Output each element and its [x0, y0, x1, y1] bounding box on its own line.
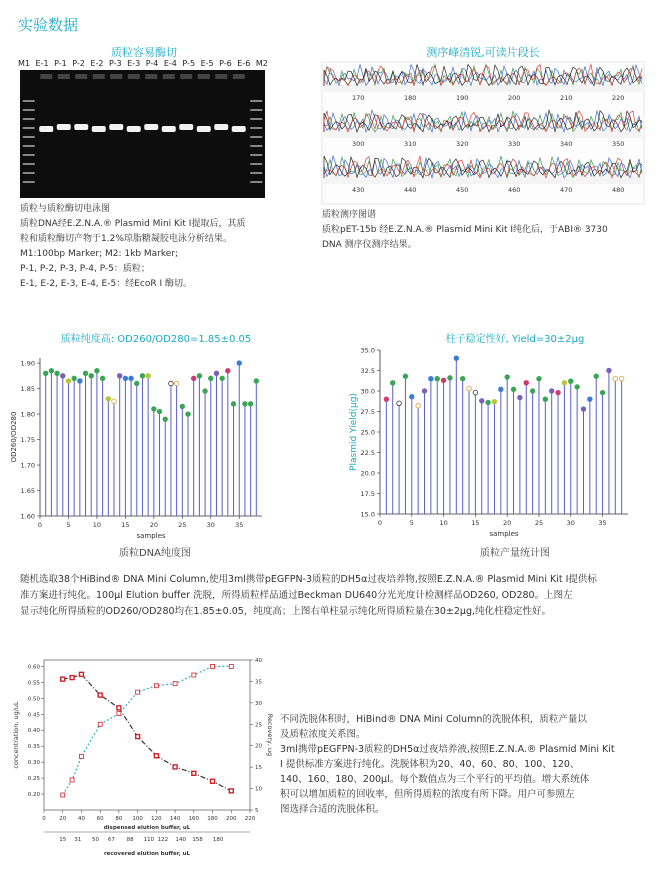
sequencing-tick-label: 170: [352, 94, 365, 102]
sequencing-title: 测序峰清锐,可读片段长: [426, 46, 540, 59]
marker-band: [250, 163, 262, 165]
gel-lane-label: P-1: [54, 59, 67, 68]
yield-chart-caption: 质粒产量统计图: [480, 548, 550, 559]
series-marker: [136, 735, 140, 739]
x-tick-label: 200: [226, 816, 237, 822]
gel-well: [58, 74, 70, 79]
data-point: [134, 381, 139, 386]
series-marker: [211, 779, 215, 783]
data-point: [537, 376, 542, 381]
series-marker: [61, 793, 65, 797]
gel-caption-line: 粒和质粒酶切产物于1.2%琼脂糖凝胶电泳分析结果。: [20, 234, 232, 244]
x-tick-label: 60: [96, 816, 104, 822]
marker-band: [23, 109, 35, 111]
gel-lane-label: E-1: [35, 59, 49, 68]
x-axis-label: samples: [136, 532, 166, 540]
x-tick-label: 30: [566, 519, 575, 527]
y-tick-label: 20.0: [360, 469, 375, 478]
data-point: [157, 409, 162, 414]
y2-tick-label: 25: [255, 722, 262, 729]
gel-well: [110, 74, 122, 79]
y-tick-label: 25.0: [360, 428, 375, 437]
series-line: [63, 674, 232, 791]
gel-lane-label: E-3: [127, 59, 141, 68]
sequencing-caption-line: DNA 测序仪测序结果。: [322, 240, 417, 250]
sequencing-tick-label: 480: [612, 186, 625, 194]
x2-tick-label: 110: [143, 837, 155, 843]
elution-paragraph-line: 及质粒浓度关系图。: [280, 729, 366, 740]
data-point: [83, 371, 88, 376]
sequencing-caption: [322, 208, 652, 253]
data-point: [416, 403, 421, 408]
middle-paragraph-line: 随机选取38个HiBind® DNA Mini Column,使用3ml携带pEGFPN-3质粒的DH5α过夜培养物,按照E.Z.N.A.® Plasmid Mini Kit I提供标: [20, 574, 597, 585]
series-marker: [136, 690, 140, 694]
y2-tick-label: 40: [255, 658, 262, 664]
data-point: [226, 368, 231, 373]
gel-caption-line: P-1, P-2, P-3, P-4, P-5：质粒；: [20, 264, 150, 274]
gel-well: [93, 74, 105, 79]
data-point: [146, 374, 151, 379]
y-tick-label: 1.65: [20, 487, 35, 496]
x-tick-label: 10: [439, 519, 448, 527]
data-point: [467, 386, 472, 391]
x2-axis-label: recovered elution buffer, uL: [103, 851, 191, 857]
sequencing-tick-label: 470: [560, 186, 573, 194]
y-tick-label: 32.5: [360, 367, 375, 375]
y-tick-label: 30.0: [360, 387, 375, 396]
data-point: [220, 376, 225, 381]
x2-tick-label: 180: [212, 837, 224, 843]
data-point: [95, 368, 100, 373]
sequencing-tick-label: 180: [404, 94, 417, 102]
data-point: [72, 376, 77, 381]
gel-well: [180, 74, 192, 79]
plasmid-band: [144, 124, 158, 130]
y-tick-label: 1.80: [20, 410, 35, 419]
x-tick-label: 35: [235, 521, 244, 529]
x-tick-label: 15: [471, 519, 480, 527]
base-call-strip: [324, 176, 642, 184]
series-marker: [70, 778, 74, 782]
data-point: [197, 374, 202, 379]
y-tick-label: 1.70: [20, 461, 35, 470]
y2-tick-label: 35: [255, 679, 262, 686]
marker-band: [23, 136, 35, 138]
marker-band: [23, 145, 35, 147]
x-tick-label: 40: [77, 816, 85, 822]
plasmid-band: [214, 124, 228, 130]
data-point: [486, 400, 491, 405]
series-marker: [117, 712, 121, 716]
x-tick-label: 5: [66, 521, 71, 529]
series-marker: [192, 673, 196, 677]
x-tick-label: 30: [206, 521, 215, 529]
x2-tick-label: 31: [74, 837, 82, 843]
data-point: [248, 402, 253, 407]
sequencing-tick-label: 220: [612, 94, 625, 102]
gel-well: [163, 74, 175, 79]
y-tick-label: 0.55: [27, 680, 40, 687]
gel-caption: [20, 202, 280, 292]
data-point: [594, 374, 599, 379]
data-point: [55, 371, 60, 376]
marker-band: [250, 136, 262, 138]
data-point: [390, 381, 395, 386]
y-tick-label: 0.45: [27, 712, 40, 719]
gel-lane-label: E-6: [237, 59, 251, 68]
data-point: [231, 402, 236, 407]
data-point: [607, 368, 612, 373]
marker-band: [250, 181, 262, 183]
sequencing-tick-label: 340: [560, 140, 573, 148]
x2-tick-label: 50: [92, 837, 99, 843]
data-point: [123, 376, 128, 381]
marker-band: [23, 154, 35, 156]
gel-lane-label: M1: [18, 59, 30, 68]
data-point: [100, 376, 105, 381]
marker-band: [23, 118, 35, 120]
sequencing-tick-label: 440: [404, 186, 417, 194]
gel-lane-label: P-5: [182, 59, 196, 68]
gel-lane-label: P-2: [72, 59, 85, 68]
data-point: [473, 390, 478, 395]
data-point: [600, 390, 605, 395]
gel-lane-label: M2: [255, 59, 268, 68]
gel-lane-label: E-4: [163, 59, 177, 68]
y-axis-label: concentration, ug/uL: [12, 701, 20, 769]
data-point: [581, 407, 586, 412]
x-tick-label: 0: [42, 816, 46, 822]
gel-well: [233, 74, 245, 79]
series-marker: [79, 672, 83, 676]
data-point: [106, 396, 111, 401]
series-marker: [192, 771, 196, 775]
base-call-strip: [324, 130, 642, 138]
plot-frame: [44, 660, 250, 810]
data-point: [180, 404, 185, 409]
data-point: [112, 399, 117, 404]
series-marker: [61, 677, 65, 681]
gel-well: [75, 74, 87, 79]
data-point: [174, 381, 179, 386]
sequencing-tick-label: 330: [508, 140, 521, 148]
x-tick-label: 0: [37, 521, 43, 529]
data-point: [203, 389, 208, 394]
data-point: [530, 389, 535, 394]
gel-well: [198, 74, 210, 79]
y-tick-label: 1.90: [20, 359, 35, 368]
data-point: [505, 375, 510, 380]
sequencing-tick-label: 210: [560, 94, 573, 102]
plasmid-band: [74, 124, 88, 130]
x-tick-label: 100: [132, 816, 143, 822]
data-point: [429, 376, 434, 381]
sequencing-tick-label: 450: [456, 186, 469, 194]
x2-tick-label: 15: [59, 837, 67, 843]
data-point: [499, 387, 504, 392]
gel-lane-label: E-5: [200, 59, 214, 68]
x-tick-label: 220: [244, 816, 256, 822]
marker-band: [23, 100, 35, 102]
gel-well: [40, 74, 52, 79]
y-tick-label: 1.60: [20, 512, 35, 521]
gel-well: [128, 74, 140, 79]
sequencing-caption-line: 质粒测序图谱: [322, 210, 377, 220]
data-point: [511, 387, 516, 392]
series-marker: [211, 664, 215, 668]
y-tick-label: 0.25: [27, 776, 40, 783]
series-marker: [154, 754, 158, 758]
y2-tick-label: 15: [255, 765, 262, 772]
gel-caption-line: 质粒与质粒酶切电泳图: [20, 204, 111, 214]
gel-lane-label: E-2: [90, 59, 104, 68]
purity-chart: [6, 328, 326, 544]
sequencing-tick-label: 350: [612, 140, 625, 148]
purity-chart-caption: 质粒DNA纯度图: [118, 548, 192, 559]
data-point: [422, 389, 427, 394]
data-point: [186, 412, 191, 417]
marker-band: [23, 127, 35, 129]
y-tick-label: 1.85: [20, 385, 35, 394]
data-point: [169, 381, 174, 386]
x-tick-label: 10: [92, 521, 102, 529]
data-point: [556, 390, 561, 395]
y-tick-label: 35.0: [360, 346, 375, 355]
data-point: [524, 381, 529, 386]
marker-band: [23, 181, 35, 183]
y-tick-label: 0.30: [27, 760, 40, 767]
y-axis-label: Plasmid Yield(μg): [349, 393, 359, 471]
elution-chart: [6, 650, 272, 868]
elution-paragraph-line: 140、160、180、200μl。每个数值点为三个平行的平均值。增大系统体: [280, 774, 590, 785]
data-point: [117, 374, 122, 379]
series-marker: [229, 789, 233, 793]
y-tick-label: 0.20: [27, 792, 40, 799]
gel-lane-label: P-3: [108, 59, 122, 68]
x-tick-label: 20: [149, 521, 158, 529]
series-marker: [70, 676, 74, 680]
x-tick-label: 25: [534, 519, 544, 527]
sequencing-tick-label: 200: [508, 94, 521, 102]
x-tick-label: 160: [188, 816, 200, 822]
data-point: [140, 374, 145, 379]
gel-caption-line: 质粒DNA经E.Z.N.A.® Plasmid Mini Kit I提取后，其质: [20, 219, 246, 229]
x2-tick-label: 140: [175, 837, 186, 843]
middle-paragraph-line: 显示纯化所得质粒的OD260/OD280均在1.85±0.05，纯度高；上图右单柱显示纯化所得质粒量在30±2μg,纯化柱稳定性好。: [20, 606, 552, 617]
y-tick-label: 22.5: [360, 449, 375, 457]
plasmid-band: [57, 124, 71, 130]
data-point: [588, 397, 593, 402]
sequencing-tick-label: 430: [352, 186, 365, 194]
marker-band: [250, 100, 262, 102]
gel-lane-labels: [18, 59, 268, 68]
data-point: [619, 376, 624, 381]
page-heading: 实验数据: [18, 16, 79, 34]
marker-band: [250, 154, 262, 156]
data-point: [543, 397, 548, 402]
gel-caption-line: M1:100bp Marker; M2: 1kb Marker;: [20, 249, 179, 259]
data-point: [479, 399, 484, 404]
marker-band: [250, 145, 262, 147]
data-point: [237, 361, 242, 366]
y2-tick-label: 30: [255, 700, 262, 707]
data-point: [568, 379, 573, 384]
data-point: [613, 376, 618, 381]
elution-paragraph-line: 积可以增加质粒的回收率，但所得质粒的浓度有所下降。用户可参照左: [280, 789, 575, 800]
x-axis-label: samples: [489, 530, 519, 538]
x-tick-label: 35: [598, 519, 607, 527]
data-point: [562, 381, 567, 386]
gel-well: [145, 74, 157, 79]
series-marker: [98, 693, 102, 697]
data-point: [243, 402, 248, 407]
elution-paragraph-line: I 提供标准方案进行纯化。洗脱体积为20、40、60、80、100、120、: [280, 759, 580, 770]
elution-paragraph: [280, 712, 660, 817]
data-point: [441, 378, 446, 383]
data-point: [409, 394, 414, 399]
data-point: [66, 379, 71, 384]
data-point: [397, 401, 402, 406]
y-tick-label: 17.5: [360, 490, 375, 498]
data-point: [384, 397, 389, 402]
data-point: [89, 374, 94, 379]
gel-caption-line: E-1, E-2, E-3, E-4, E-5：经EcoR I 酶切。: [20, 279, 192, 289]
marker-band: [250, 127, 262, 129]
data-point: [435, 376, 440, 381]
sequencing-tick-label: 300: [352, 140, 365, 148]
data-point: [448, 376, 453, 381]
sequencing-tick-label: 460: [508, 186, 521, 194]
x2-tick-label: 122: [157, 837, 169, 843]
gel-lane-label: P-6: [219, 59, 232, 68]
x-tick-label: 15: [121, 521, 130, 529]
gel-lane-label: P-4: [145, 59, 159, 68]
sequencing-tick-label: 320: [456, 140, 469, 148]
data-point: [518, 395, 523, 400]
x-tick-label: 5: [409, 519, 414, 527]
plasmid-band: [232, 126, 246, 132]
y-tick-label: 15.0: [360, 510, 375, 519]
x-tick-label: 80: [115, 816, 123, 822]
gel-well: [215, 74, 227, 79]
marker-band: [250, 109, 262, 111]
data-point: [78, 379, 83, 384]
x-tick-label: 120: [151, 816, 162, 822]
elution-paragraph-line: 3ml携带pEGFPN-3质粒的DH5α过夜培养液,按照E.Z.N.A.® Plasmid Mini Kit: [280, 744, 615, 755]
marker-band: [23, 163, 35, 165]
y2-tick-label: 10: [255, 786, 262, 793]
y2-tick-label: 5: [255, 808, 259, 814]
data-point: [454, 356, 459, 361]
elution-paragraph-line: 图选择合适的洗脱体积。: [280, 804, 385, 815]
series-marker: [98, 722, 102, 726]
x2-tick-label: 67: [107, 837, 115, 843]
data-point: [191, 376, 196, 381]
y2-tick-label: 20: [255, 743, 262, 750]
plasmid-band: [92, 126, 106, 132]
data-point: [60, 374, 65, 379]
x2-tick-label: 88: [126, 837, 134, 843]
y-tick-label: 0.40: [27, 728, 40, 735]
sequencing-tick-label: 310: [404, 140, 417, 148]
series-marker: [173, 682, 177, 686]
x-tick-label: 180: [207, 816, 218, 822]
plasmid-band: [179, 124, 193, 130]
x-tick-label: 25: [178, 521, 187, 529]
series-marker: [117, 706, 121, 710]
data-point: [163, 417, 168, 422]
data-point: [403, 374, 408, 379]
y-tick-label: 1.75: [20, 436, 35, 445]
y-tick-label: 0.35: [27, 744, 40, 751]
data-point: [549, 389, 554, 394]
y-tick-label: 0.50: [27, 696, 40, 703]
plasmid-band: [39, 126, 53, 132]
middle-paragraph-line: 准方案进行纯化。100μl Elution buffer 洗脱，所得质粒样品通过Beckman DU640分光光度计检测样品OD260, OD280。上图左: [20, 590, 573, 601]
plasmid-band: [127, 126, 141, 132]
y2-axis-label: Recovery, ug: [266, 713, 274, 757]
y-axis-label: OD260/OD280: [10, 411, 18, 463]
data-point: [575, 385, 580, 390]
x-tick-label: 20: [59, 816, 67, 822]
marker-band: [250, 118, 262, 120]
sequencing-tick-label: 190: [456, 94, 469, 102]
data-point: [492, 399, 497, 404]
series-marker: [79, 754, 83, 758]
chart-title: 质粒纯度高: OD260/OD280=1.85±0.05: [60, 334, 252, 345]
data-point: [208, 376, 213, 381]
series-line: [63, 666, 232, 795]
gel-title: 质粒容易酶切: [111, 46, 177, 59]
x-tick-label: 20: [503, 519, 512, 527]
x-tick-label: 0: [377, 519, 383, 527]
series-marker: [173, 765, 177, 769]
marker-band: [23, 172, 35, 174]
series-marker: [154, 684, 158, 688]
series-marker: [229, 664, 233, 668]
data-point: [214, 371, 219, 376]
elution-paragraph-line: 不同洗脱体积时，HiBind® DNA Mini Column的洗脱体积，质粒产量以: [280, 714, 587, 725]
sequencing-chromatogram: [322, 62, 644, 204]
marker-band: [250, 172, 262, 174]
data-point: [129, 376, 134, 381]
yield-chart: [340, 328, 660, 544]
y-tick-label: 0.60: [27, 664, 40, 671]
chart-title: 柱子稳定性好, Yield=30±2μg: [445, 334, 585, 345]
sequencing-caption-line: 质粒pET-15b 经E.Z.N.A.® Plasmid Mini Kit I纯化后，于ABI® 3730: [322, 225, 608, 235]
data-point: [152, 407, 157, 412]
gel-image: [20, 70, 265, 198]
x-axis-label: dispensed elution buffer, uL: [103, 825, 191, 831]
y-tick-label: 27.5: [360, 408, 375, 416]
plasmid-band: [109, 124, 123, 130]
data-point: [254, 379, 259, 384]
plasmid-band: [162, 126, 176, 132]
middle-paragraph: [20, 572, 660, 620]
plasmid-band: [197, 126, 211, 132]
x2-tick-label: 158: [192, 837, 203, 843]
data-point: [49, 368, 54, 373]
data-point: [460, 376, 465, 381]
data-point: [43, 371, 48, 376]
x-tick-label: 140: [169, 816, 181, 822]
